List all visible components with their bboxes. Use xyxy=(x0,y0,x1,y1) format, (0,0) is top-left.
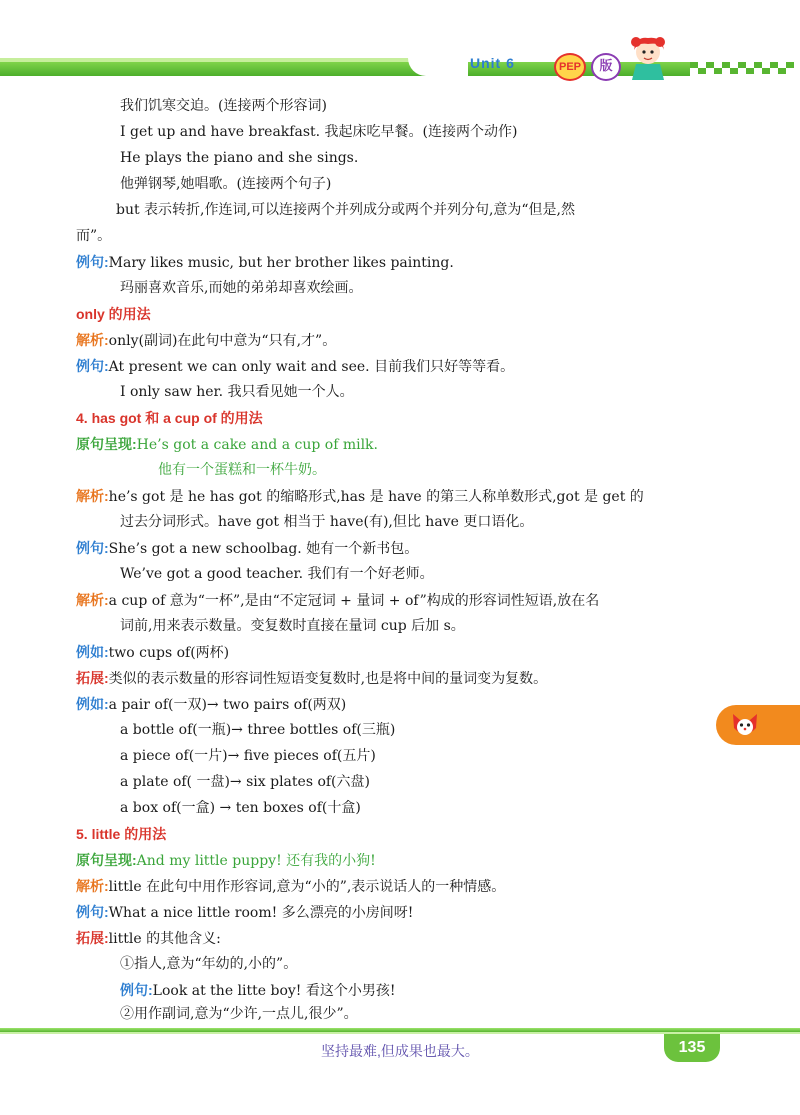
section-heading: 4. has got 和 a cup of 的用法 xyxy=(76,410,263,426)
analysis-line xyxy=(76,486,644,507)
analysis-label: 解析: xyxy=(76,878,109,894)
translation-line: 他有一个蛋糕和一杯牛奶。 xyxy=(158,462,326,478)
text-line: a box of(一盒) → ten boxes of(十盒) xyxy=(120,800,361,816)
text-line: a plate of( 一盘)→ six plates of(六盘) xyxy=(120,774,370,790)
analysis-text: he’s got 是 he has got 的缩略形式,has 是 have 的第三人称单数形式,got 是 get 的 xyxy=(108,489,644,505)
original-sentence-text: He’s got a cake and a cup of milk. xyxy=(136,437,378,453)
example-label: 例如: xyxy=(76,696,109,712)
example-text: Look at the litte boy! 看这个小男孩! xyxy=(152,983,396,999)
page-header xyxy=(0,0,800,90)
header-green-strip xyxy=(0,62,800,76)
section-heading: 5. little 的用法 xyxy=(76,826,167,842)
original-sentence-line xyxy=(76,434,378,455)
cartoon-fox-icon xyxy=(730,710,760,740)
extension-label: 拓展: xyxy=(76,930,109,946)
text-line: 他弹钢琴,她唱歌。(连接两个句子) xyxy=(120,176,332,192)
example-text: two cups of(两杯) xyxy=(108,645,230,661)
example-line xyxy=(76,902,413,923)
example-label: 例句: xyxy=(76,904,109,920)
example-line xyxy=(120,980,396,1001)
example-text: At present we can only wait and see. 目前我们只好等等看。 xyxy=(108,359,515,375)
example-text: a pair of(一双)→ two pairs of(两双) xyxy=(108,697,347,713)
example-line xyxy=(76,538,418,559)
extension-line xyxy=(76,668,547,689)
text-line: We’ve got a good teacher. 我们有一个好老师。 xyxy=(120,566,434,582)
text-line: ①指人,意为“年幼的,小的”。 xyxy=(120,956,298,972)
extension-label: 拓展: xyxy=(76,670,109,686)
checker-pattern xyxy=(690,60,800,76)
example-text: She’s got a new schoolbag. 她有一个新书包。 xyxy=(108,541,419,557)
text-line: but 表示转折,作连词,可以连接两个并列成分或两个并列分句,意为“但是,然 xyxy=(116,202,576,218)
text-line: 而”。 xyxy=(76,228,112,244)
analysis-text: only(副词)在此句中意为“只有,才”。 xyxy=(108,333,337,349)
example-line xyxy=(76,642,229,663)
example-label: 例句: xyxy=(76,254,109,270)
text-line: 词前,用来表示数量。变复数时直接在量词 cup 后加 s。 xyxy=(120,618,465,634)
side-tab xyxy=(716,705,800,745)
analysis-label: 解析: xyxy=(76,332,109,348)
page-number: 135 xyxy=(664,1034,720,1062)
text-line: a piece of(一片)→ five pieces of(五片) xyxy=(120,748,376,764)
example-line xyxy=(76,356,514,377)
unit-label: Unit 6 xyxy=(470,55,515,71)
original-sentence-text: And my little puppy! 还有我的小狗! xyxy=(136,853,376,869)
text-line: 过去分词形式。have got 相当于 have(有),但比 have 更口语化。 xyxy=(120,514,534,530)
text-line: I get up and have breakfast. 我起床吃早餐。(连接两个动作) xyxy=(120,124,518,140)
analysis-text: a cup of 意为“一杯”,是由“不定冠词 + 量词 + of”构成的形容词性短语,放在名 xyxy=(108,593,600,609)
analysis-label: 解析: xyxy=(76,592,109,608)
original-sentence-line xyxy=(76,850,376,871)
text-line: a bottle of(一瓶)→ three bottles of(三瓶) xyxy=(120,722,396,738)
example-label: 例句: xyxy=(76,358,109,374)
example-label: 例句: xyxy=(120,982,153,998)
example-text: Mary likes music, but her brother likes painting. xyxy=(108,255,454,271)
text-line: ②用作副词,意为“少许,一点儿,很少”。 xyxy=(120,1006,358,1022)
analysis-line xyxy=(76,330,336,351)
text-line: 玛丽喜欢音乐,而她的弟弟却喜欢绘画。 xyxy=(120,280,363,296)
example-label: 例如: xyxy=(76,644,109,660)
header-curve xyxy=(408,58,468,76)
text-line: 我们饥寒交迫。(连接两个形容词) xyxy=(120,98,327,114)
original-sentence-label: 原句呈现: xyxy=(76,436,137,452)
example-text: What a nice little room! 多么漂亮的小房间呀! xyxy=(108,905,414,921)
text-line: He plays the piano and she sings. xyxy=(120,150,359,166)
pep-badge: PEP xyxy=(554,53,586,81)
cartoon-girl-icon xyxy=(618,32,678,82)
example-label: 例句: xyxy=(76,540,109,556)
footer-motto: 坚持最难,但成果也最大。 xyxy=(321,1043,479,1059)
analysis-line xyxy=(76,590,599,611)
original-sentence-label: 原句呈现: xyxy=(76,852,137,868)
example-line xyxy=(76,252,454,273)
analysis-text: little 在此句中用作形容词,意为“小的”,表示说话人的一种情感。 xyxy=(108,879,506,895)
extension-text: 类似的表示数量的形容词性短语变复数时,也是将中间的量词变为复数。 xyxy=(108,671,548,687)
extension-line xyxy=(76,928,221,949)
edition-badge: 版 xyxy=(591,53,621,81)
extension-text: little 的其他含义: xyxy=(108,931,221,947)
text-line: I only saw her. 我只看见她一个人。 xyxy=(120,384,354,400)
section-heading: only 的用法 xyxy=(76,306,151,322)
analysis-line xyxy=(76,876,505,897)
analysis-label: 解析: xyxy=(76,488,109,504)
example-line xyxy=(76,694,346,715)
